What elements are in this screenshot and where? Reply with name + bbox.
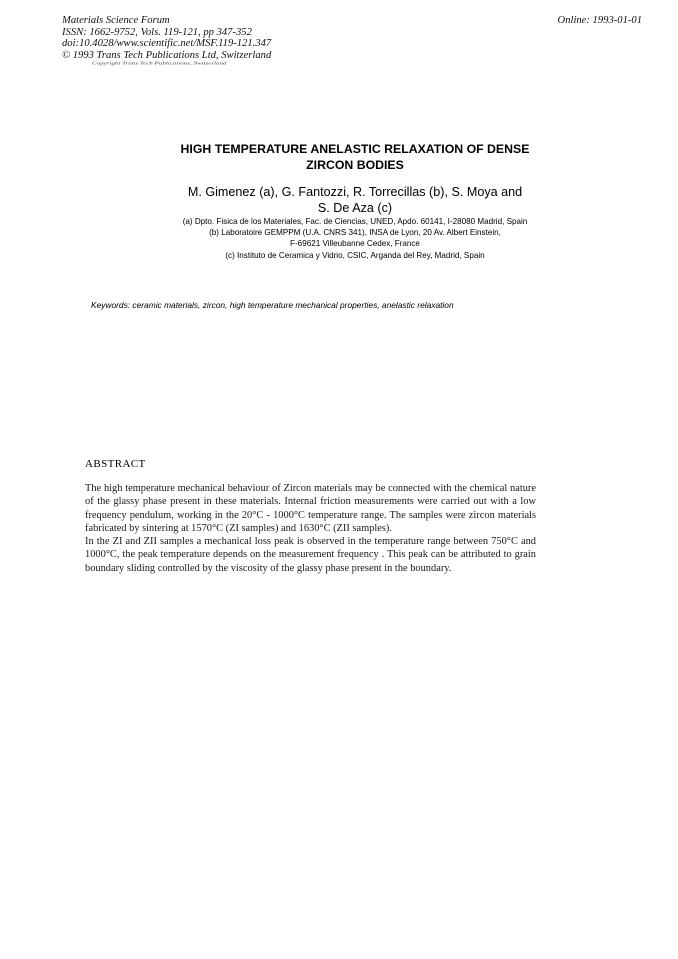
- title-line: HIGH TEMPERATURE ANELASTIC RELAXATION OF DENSE: [180, 142, 530, 156]
- keywords: Keywords: ceramic materials, zircon, high temperature mechanical properties, anelastic relaxation: [91, 300, 454, 310]
- abstract-paragraph: In the ZI and ZII samples a mechanical loss peak is observed in the temperature range between 750°C and 1000°C, the peak temperature depends on the measurement frequency . This peak can be attributed to grain boundary sliding controlled by the viscosity of the glassy phase present in the boundary.: [85, 536, 536, 574]
- affiliation-line: (a) Dpto. Fisica de los Materiales, Fac. de Ciencias, UNED, Apdo. 60141, I-28080 Madrid, Spain: [182, 217, 528, 226]
- issn-line: ISSN: 1662-9752, Vols. 119-121, pp 347-352: [62, 26, 252, 38]
- title-line: ZIRCON BODIES: [306, 158, 404, 172]
- journal-name: Materials Science Forum: [62, 15, 170, 26]
- online-date: Online: 1993-01-01: [557, 15, 642, 26]
- paper-title: [100, 141, 610, 173]
- author-line: S. De Aza (c): [317, 200, 393, 215]
- affiliation-line: F-69621 Villeubanne Cedex, France: [290, 239, 420, 249]
- copyright-line: © 1993 Trans Tech Publications Ltd, Switzerland: [62, 49, 272, 61]
- author-list: [100, 185, 610, 216]
- author-line: M. Gimenez (a), G. Fantozzi, R. Torrecillas (b), S. Moya and: [187, 185, 523, 199]
- abstract-body: [85, 482, 536, 575]
- affiliation-line: (c) Instituto de Ceramica y Vidrio, CSIC, Arganda del Rey, Madrid, Spain: [225, 250, 485, 260]
- doi-line: doi:10.4028/www.scientific.net/MSF.119-121.347: [62, 38, 272, 49]
- affiliations: [90, 216, 620, 261]
- affiliation-line: (b) Laboratoire GEMPPM (U.A. CNRS 341), INSA de Lyon, 20 Av. Albert Einstein,: [209, 228, 501, 238]
- faded-copyright-watermark: Copyright Trans Tech Publications, Switzerland: [92, 61, 227, 66]
- abstract-paragraph: The high temperature mechanical behaviour of Zircon materials may be connected with the chemical nature of the glassy phase present in these materials. Internal friction measurements were carried out with a low frequency pendulum, working in the 20°C - 1000°C temperature range. The samples were zircon materials fabricated by sintering at 1570°C (ZI samples) and 1630°C (ZII samples).: [85, 483, 536, 534]
- journal-header: [62, 15, 271, 61]
- abstract-heading: ABSTRACT: [85, 458, 146, 470]
